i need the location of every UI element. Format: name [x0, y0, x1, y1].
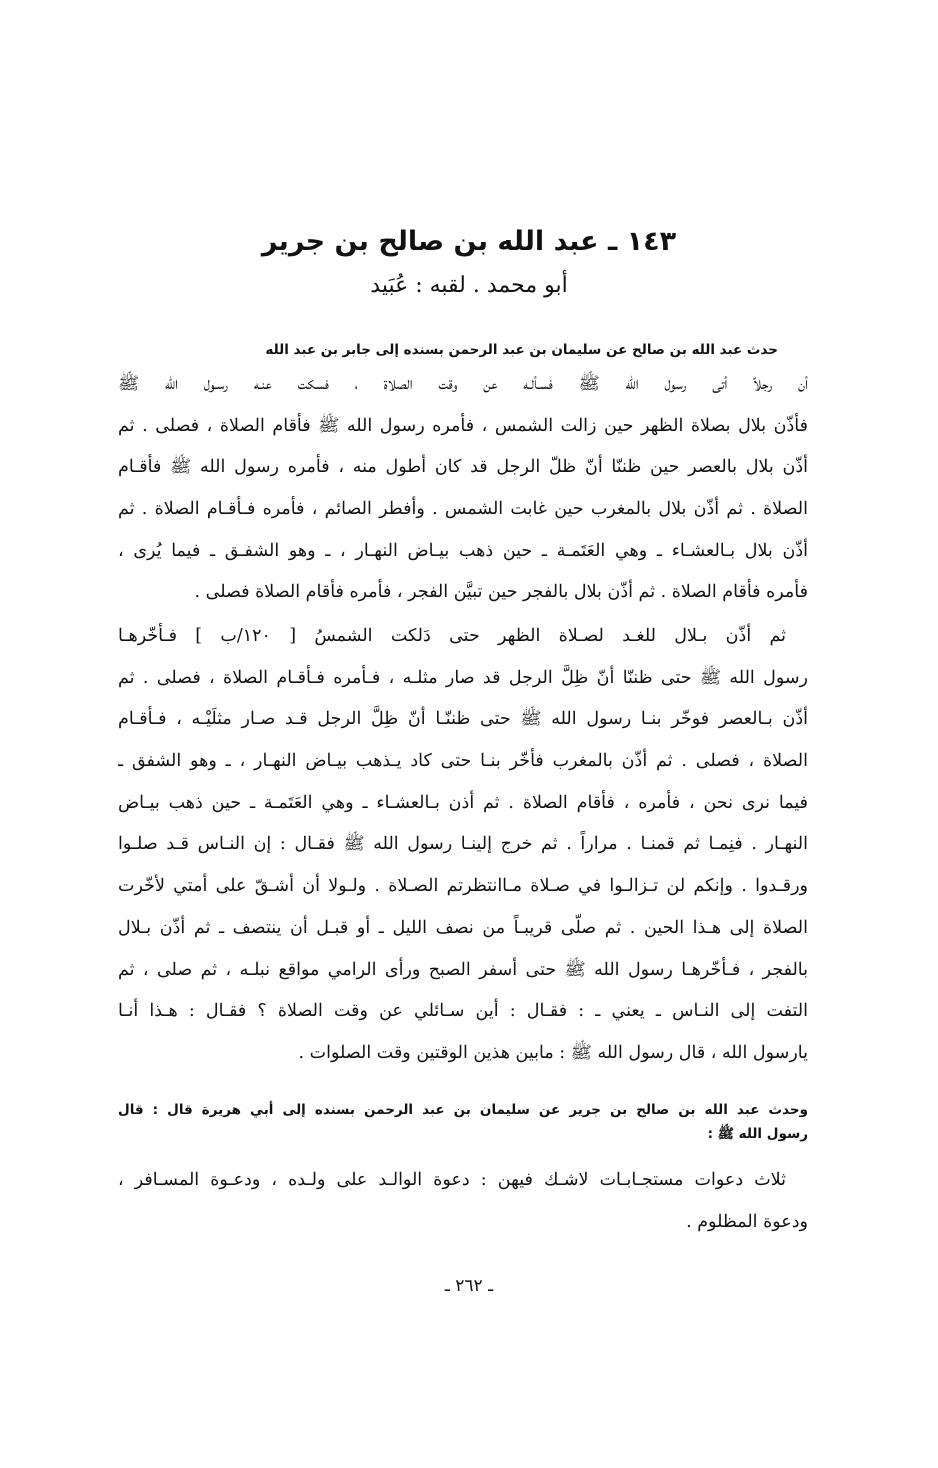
paragraph-2 — [118, 616, 808, 1075]
chapter-subtitle: أبو محمد . لقبه : عُبَيد — [370, 273, 568, 298]
text-line: الصلاة إلى هـذا الحين . ثم صلّى قريبـاً من نصف الليل ـ أو قبـل أن ينتصف ـ ثم أذّن بـلال — [118, 917, 808, 938]
text-line: ودعوة المظلوم . — [686, 1211, 808, 1232]
text-line: فيما نرى نحن ، فأمره ، فأقام الصلاة . ثم أذن بـالعشـاء ـ وهي العَتَمـة ـ حين ذهب بيـاض — [118, 792, 808, 813]
text-line: الصلاة . ثم أذّن بلال بالمغرب حين غابت الشمس . وأفطر الصائم ، فأمره فـأقـام الصلاة . ثم — [118, 499, 808, 520]
text-line: ورقـدوا . وإنكم لن تـزالـوا في صـلاة مـاانتظرتم الصـلاة . ولـولا أن أشـقّ على أمتي لأخّرت — [118, 876, 808, 897]
isnad-block-2 — [118, 1098, 808, 1146]
isnad-line: وحدث عبد الله بن صالح بن جرير عن سليمان بن عبد الرحمن بسنده إلى أبي هريرة قال : قال — [118, 1102, 808, 1118]
text-line: ثلاث دعوات مستجـابـات لاشـك فيهن : دعوة الوالـد على ولـده ، ودعـوة المسـافر ، — [118, 1170, 786, 1190]
text-line: رسول الله ﷺ حتى ظننّا أنّ ظِلَّ الرجل قد صار مثلـه ، فـأمره فـأقـام الصلاة ، فصلى . ثم — [118, 667, 808, 688]
text-line: يارسول الله ، قال رسول الله ﷺ : مابين هذين الوقتين وقت الصلوات . — [298, 1042, 808, 1063]
text-line: الصلاة ، فصلى . ثم أذّن بالمغرب فأخّر بنـا حتى كاد يـذهب بيـاض النهـار ، ـ وهو الشفق ـ — [118, 751, 808, 772]
text-line: النهـار . فنِمـا ثم قمنـا . مراراً . ثم خرج إلينـا رسول الله ﷺ فقـال : إن النـاس قـد صلـوا — [118, 834, 808, 855]
text-line: فأمره فأقام الصلاة . ثم أذّن بلال بالفجر حين تبيَّن الفجر ، فأمره فأقام الصلاة فصلى . — [194, 582, 808, 603]
text-line: أذّن بـالعصر فوخّر بنـا رسول الله ﷺ حتى ظننّـا أنّ ظِلَّ الرجل قـد صـار مثلَيْـه ، فـأقـام — [118, 709, 808, 730]
paragraph-3 — [118, 1160, 808, 1243]
text-line: بالفجر ، فـأخّرهـا رسول الله ﷺ حتى أسفر الصبح ورأى الرامي مواقع نبلـه ، ثم صلى ، ثم — [118, 959, 808, 980]
isnad-line: رسول الله ﷺ : — [707, 1126, 808, 1142]
text-line: أن رجلاً أتى رسول الله ﷺ فسـألـه عن وقت الصلاة ، فسكت عنـه رسـول الله ﷺ — [118, 374, 808, 394]
chapter-title: ١٤٣ ـ عبد الله بن صالح بن جرير — [261, 226, 677, 257]
text-line: أذّن بلال بالعصر حين ظننّا أنّ ظلّ الرجل قد كان أطول منه ، فأمره رسول الله ﷺ فأقـام — [118, 457, 808, 478]
text-line: فأذّن بلال بصلاة الظهر حين زالت الشمس ، فأمره رسول الله ﷺ فأقام الصلاة ، فصلى . ثم — [118, 415, 808, 436]
text-line: التفت إلى النـاس ـ يعني ـ : فقـال : أين سـائلي عن وقت الصلاة ؟ فقـال : هـذا أنـا — [118, 1001, 808, 1022]
text-line: أذّن بلال بـالعشـاء ـ وهي العَتَمـة ـ حين ذهب بيـاض النهـار ، ـ وهو الشفـق ـ فيما يُرى ، — [118, 540, 808, 561]
text-line: ثم أذّن بـلال للغـد لصـلاة الظهر حتى دَلكت الشمسُ [ ١٢٠/ب ] فـأخّرهـا — [118, 626, 786, 646]
paragraph-1 — [118, 364, 808, 614]
isnad-line: حدث عبد الله بن صالح عن سليمان بن عبد الرحمن بسنده إلى جابر بن عبد الله — [265, 342, 778, 358]
page-number: ـ ٢٦٢ ـ — [444, 1276, 494, 1296]
